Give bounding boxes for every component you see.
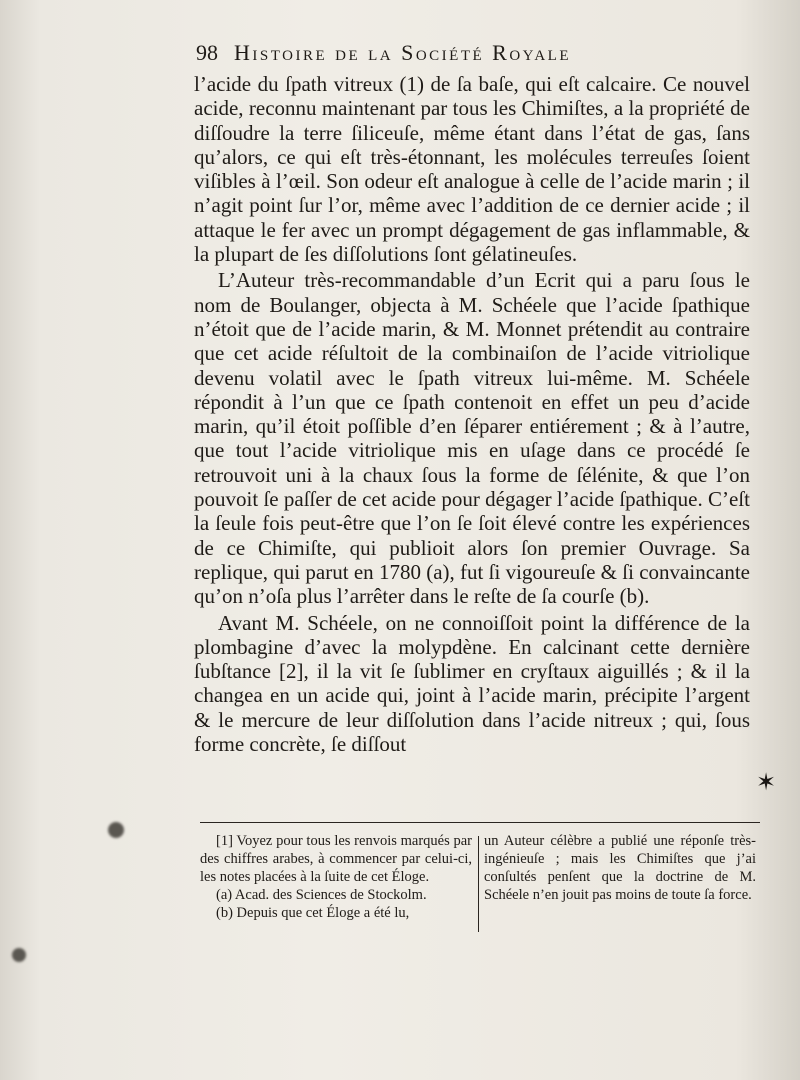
margin-star-mark: ✶ (756, 770, 777, 796)
paragraph: l’acide du ſpath vitreux (1) de ſa baſe, qui eſt calcaire. Ce nouvel acide, reconnu maintenant par tous les Chimiſtes, a la propriété de diſſoudre la terre ſiliceuſe, même étant dans l’état de gas, ſans qu’alors, ce qui eſt très-étonnant, les molécules terreuſes ſoient viſibles à l’œil. Son odeur eſt analogue à celle de l’acide marin ; il n’agit point ſur l’or, même avec l’addition de ce dernier acide ; il attaque le fer avec un prompt dégagement de gas inflammable, & la plupart de ſes diſſolutions ſont gélatineuſes. (194, 72, 750, 267)
paragraph: L’Auteur très-recommandable d’un Ecrit qui a paru ſous le nom de Boulanger, objecta à M. Schéele que l’acide ſpathique n’étoit que de l’acide marin, & M. Monnet prétendit au contraire que cet acide réſultoit de la combinaiſon de l’acide vitriolique devenu volatil avec le ſpath vitreux lui-même. M. Schéele répondit à l’un que ce ſpath contenoit en effet un peu d’acide marin, qu’il étoit poſſible d’en ſéparer entiérement ; & à l’autre, que tout l’acide vitriolique mis en uſage dans ce procédé ſe retrouvoit uni à la chaux ſous la forme de ſélénite, & que l’on pouvoit ſe paſſer de cet acide pour dégager l’acide ſpathique. C’eſt la ſeule fois peut-être que l’on ſe ſoit élevé contre les expériences de ce Chimiſte, qui publioit alors ſon premier Ouvrage. Sa replique, qui parut en 1780 (a), fut ſi vigoureuſe & ſi convaincante qu’on n’oſa plus l’arrêter dans le reſte de ſa courſe (b). (194, 268, 750, 609)
paragraph: Avant M. Schéele, on ne connoiſſoit point la différence de la plombagine d’avec la molypdène. En calcinant cette dernière ſubſtance [2], il la vit ſe ſublimer en cryſtaux aiguillés ; & il la changea en un acide qui, joint à l’acide marin, précipite l’argent & le mercure de leur diſſolution dans l’acide nitreux ; qui, ſous forme concrète, ſe diſſout (194, 610, 750, 757)
running-title: Histoire de la Société Royale (234, 40, 571, 65)
page-number: 98 (196, 40, 218, 65)
footnote: (a) Acad. des Sciences de Stockolm. (216, 887, 427, 903)
page-header (196, 40, 676, 72)
footnote: (b) Depuis que cet Éloge a été lu, (216, 905, 410, 921)
footnote: un Auteur célèbre a publié une réponſe très-ingénieuſe ; mais les Chimiſtes que j’ai conſultés penſent que la doctrine de M. Schéele n’en jouit pas moins de toute ſa force. (484, 833, 756, 903)
ink-spot (12, 948, 26, 962)
footnote-rule (200, 822, 760, 823)
ink-spot (108, 822, 124, 838)
footnote-column-divider (478, 836, 479, 932)
body-text (194, 72, 750, 756)
footnotes-right-column (484, 832, 756, 904)
footnote: [1] Voyez pour tous les renvois marqués par des chiffres arabes, à commencer par celui-ci, les notes placées à la ſuite de cet Éloge. (200, 833, 472, 885)
footnotes-left-column (200, 832, 472, 922)
